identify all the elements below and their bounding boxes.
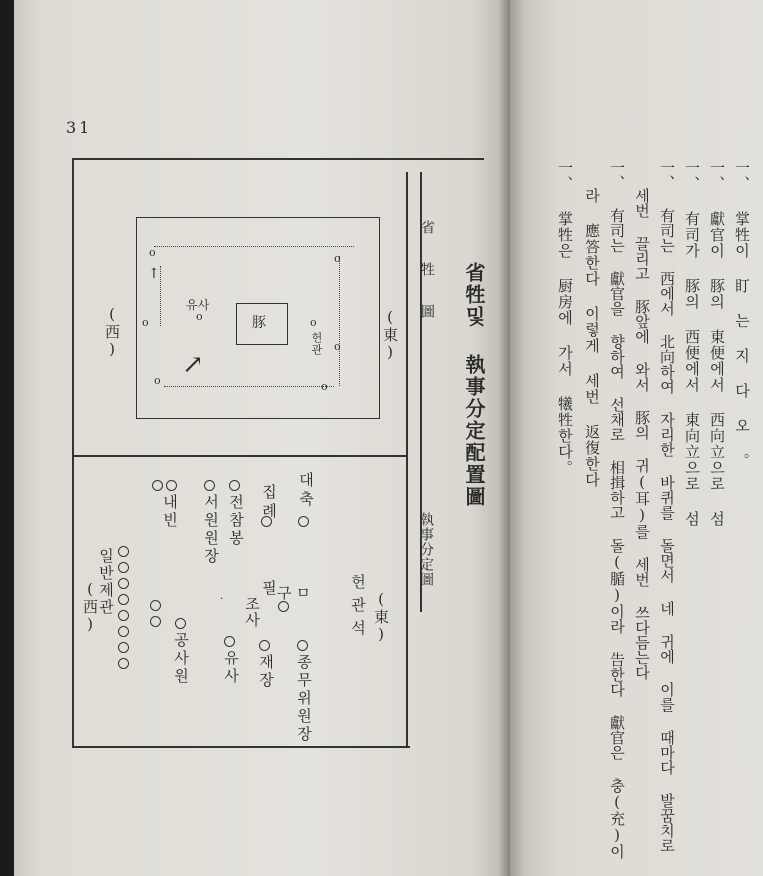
walk-path-left (160, 266, 161, 326)
walk-path-right (339, 256, 340, 386)
bottom-section-label: 執事分定圖 (418, 512, 434, 587)
walk-path-top (154, 246, 354, 247)
general-marker-2 (118, 562, 129, 573)
text-line-5: 세번 끌리고 豚앞에 와서 豚의 귀(耳)를 세번 쓰다듬는다 (633, 188, 651, 680)
general-marker-7 (118, 642, 129, 653)
top-yusa-marker: o (196, 310, 203, 323)
walk-path-bottom (164, 386, 334, 387)
general-marker-3 (118, 578, 129, 589)
general-marker-1 (118, 546, 129, 557)
left-page (14, 0, 510, 876)
general-marker-4 (118, 594, 129, 605)
daechuk-label: 대축 (297, 472, 315, 510)
spare-marker-1 (150, 600, 161, 611)
heongwanseok-label: 헌관석 (349, 574, 367, 643)
top-west-label: (西) (103, 305, 121, 359)
top-section-label: 省 牲 圖 (419, 220, 435, 324)
gu-right-marker: ㅁ (296, 584, 311, 602)
yusa-label: 유사 (222, 650, 240, 686)
jeonchambong-marker (229, 480, 240, 491)
general-marker-6 (118, 626, 129, 637)
naebin-label: 내빈 (161, 494, 179, 530)
top-yusa-label: 유사 (186, 298, 210, 312)
bottom-west-label: (西) (81, 580, 99, 634)
pil-label: 필 (260, 580, 278, 596)
text-line-3: 一、 有司가 豚의 西便에서 東向立으로 섬 (683, 160, 701, 527)
arrow-diagonal-icon: ↗ (182, 350, 204, 380)
top-east-label: (東) (381, 308, 399, 362)
marker-top-right: o (334, 252, 341, 265)
jiprye-marker (261, 516, 272, 527)
marker-top-left: o (149, 246, 156, 259)
text-line-1: 一、 掌牲이 盯 는 지 다 오 。 (733, 160, 751, 469)
text-line-2: 一、 獻官이 豚의 東便에서 西向立으로 섬 (708, 160, 726, 527)
josa-label: 조사 (243, 596, 261, 628)
page-number: 31 (66, 118, 93, 137)
jiprye-label: 집례 (260, 484, 278, 522)
top-heongwan-marker: o (310, 316, 317, 329)
text-line-6: 一、 有司는 獻官을 향하여 선채로 相揖하고 돌(腯)이라 告한다 獻官은 충(充)이 (608, 160, 626, 859)
spare-marker-2 (150, 616, 161, 627)
top-heongwan-label: 헌관 (310, 332, 323, 356)
diagram-top-border (74, 158, 484, 160)
bottom-east-label: (東) (372, 590, 390, 644)
pig-label: 豚 (252, 315, 266, 331)
naebin-marker-2 (152, 480, 163, 491)
jaejang-label: 재장 (257, 654, 275, 690)
marker-mid-left: o (142, 316, 149, 329)
diagram-bottom-border (74, 746, 410, 748)
text-line-4: 一、 有司는 西에서 北向하여 자리한 바퀴를 돌면서 네 귀에 이를 때마다 발꿈치로 (658, 160, 676, 853)
gongsawon-marker (175, 618, 186, 629)
general-marker-5 (118, 610, 129, 621)
diagram-mid-border (74, 455, 406, 457)
gu-marker (278, 601, 289, 612)
gongsawon-label: 공사원 (172, 632, 190, 686)
jongmu-marker (297, 640, 308, 651)
diagram-divider-inner (406, 172, 408, 748)
text-line-8: 一、 掌牲은 厨房에 가서 犧牲한다。 (556, 160, 574, 476)
seowonwonjang-marker (204, 480, 215, 491)
daechuk-marker (298, 516, 309, 527)
right-page (510, 0, 763, 876)
marker-bottom-right: o (321, 380, 328, 393)
text-line-7: 라 應答한다 이렇게 세번 返復한다 (583, 188, 601, 488)
jeonchambong-label: 전참봉 (227, 494, 245, 548)
gu-label: 구 (277, 584, 292, 602)
diagram-title: 省牲및 執事分定配置圖 (462, 262, 486, 508)
marker-mid-right: o (334, 340, 341, 353)
ilbanjegwan-label: 일반제관 (97, 548, 115, 616)
jaejang-marker (259, 640, 270, 651)
naebin-marker-1 (166, 480, 177, 491)
marker-bottom-left: o (154, 374, 161, 387)
arrow-up-icon: ↑ (148, 266, 160, 282)
diagram-left-border (72, 158, 74, 748)
jongmu-label: 종무위원장 (295, 654, 313, 744)
yusa-marker (224, 636, 235, 647)
general-marker-8 (118, 658, 129, 669)
small-dot: · (220, 594, 224, 605)
seowonwonjang-label: 서원원장 (202, 494, 220, 566)
